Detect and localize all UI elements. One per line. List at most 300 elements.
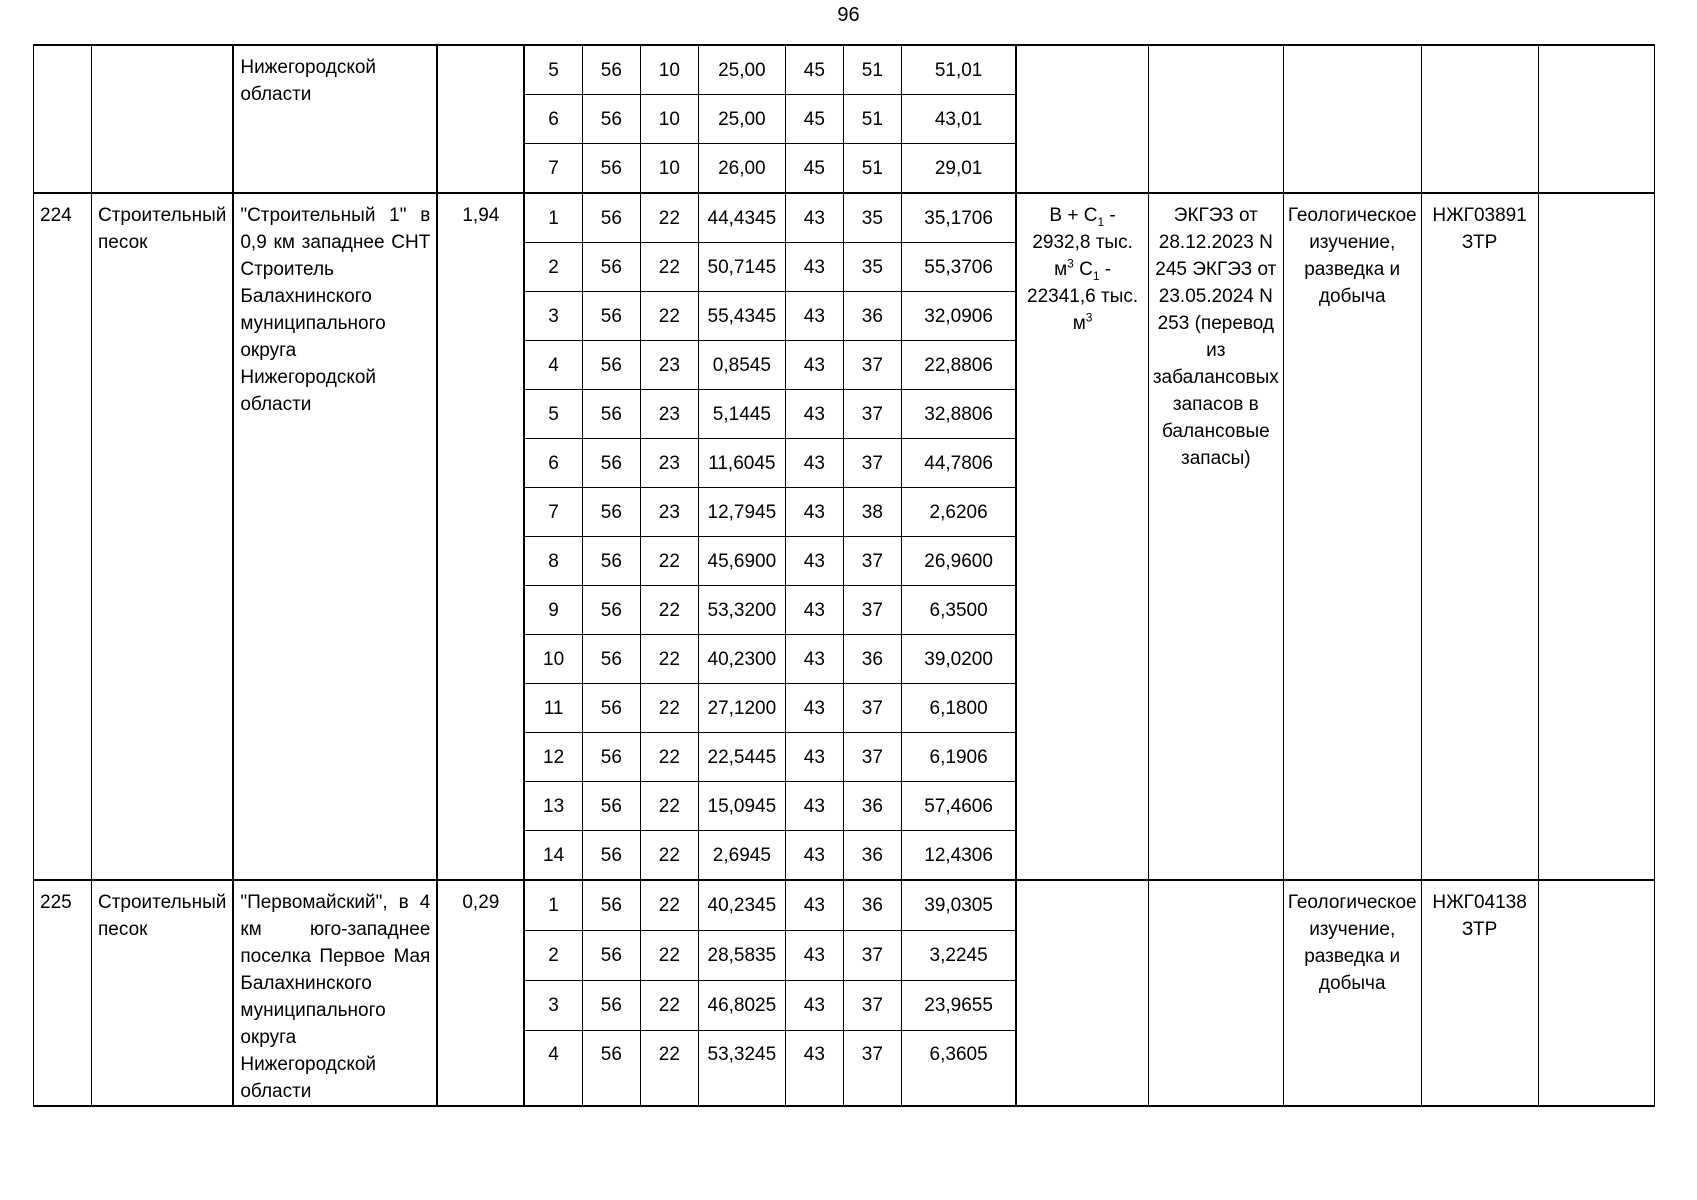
table-row — [34, 45, 1655, 95]
protocol-text — [1149, 881, 1283, 889]
coord-lon-d — [785, 1031, 843, 1106]
note — [1538, 45, 1654, 193]
protocol — [1148, 880, 1283, 1106]
coord-n — [524, 831, 582, 881]
deposit-name — [233, 880, 437, 1106]
coord-lon-d — [785, 488, 843, 537]
coord-lon-d-text: 43 — [803, 697, 825, 719]
coord-lat-d-text: 56 — [600, 895, 622, 917]
coord-lat-m-text: 22 — [658, 648, 680, 670]
coord-lat-s-text: 25,00 — [718, 108, 766, 130]
table-body — [34, 45, 1655, 1106]
row-id — [34, 45, 92, 193]
protocol-text: ЭКГЭЗ от 28.12.2023 N 245 ЭКГЭЗ от 23.05.2024 N 253 (перевод из забалансовых запасов в балансовые запасы) — [1152, 205, 1279, 469]
coord-lon-d-text: 43 — [803, 945, 825, 967]
coord-lon-m — [843, 243, 901, 292]
coord-lon-d — [785, 243, 843, 292]
reserves-part: 1 — [1092, 268, 1100, 283]
coord-lat-d-text: 56 — [600, 945, 622, 967]
coord-lat-m-text: 10 — [658, 59, 680, 81]
purpose — [1283, 880, 1421, 1106]
coord-lat-d — [582, 390, 640, 439]
reserves-part: 3 — [1085, 310, 1093, 325]
table-row — [34, 880, 1655, 931]
coord-n — [524, 144, 582, 194]
coord-lon-m — [843, 684, 901, 733]
coord-lon-d-text: 43 — [803, 256, 825, 278]
coord-lat-d — [582, 144, 640, 194]
coord-lat-m — [640, 880, 698, 931]
mineral — [92, 193, 234, 880]
coord-lat-m — [640, 981, 698, 1031]
coord-lon-m-text: 36 — [861, 305, 883, 327]
coord-lon-m — [843, 831, 901, 881]
coord-lat-m-text: 22 — [658, 1044, 680, 1066]
coord-lat-m-text: 22 — [658, 256, 680, 278]
coord-lon-s — [901, 880, 1016, 931]
coord-lat-m — [640, 782, 698, 831]
coord-lon-m-text: 36 — [861, 844, 883, 866]
coord-lon-s — [901, 292, 1016, 341]
coord-lat-d — [582, 782, 640, 831]
coord-lat-m-text: 22 — [658, 895, 680, 917]
purpose — [1283, 193, 1421, 880]
coord-lon-m — [843, 341, 901, 390]
coord-lon-d-text: 45 — [803, 157, 825, 179]
coord-lat-s-text: 11,6045 — [708, 452, 776, 474]
row-id-text: 225 — [40, 892, 72, 913]
coord-lon-d-text: 43 — [803, 895, 825, 917]
coord-lat-m-text: 23 — [658, 403, 680, 425]
reserves-part: 1 — [1097, 214, 1105, 229]
coord-n — [524, 537, 582, 586]
coord-lat-s — [698, 45, 785, 95]
coord-lat-d — [582, 931, 640, 981]
coord-lat-m-text: 22 — [658, 945, 680, 967]
coord-lat-m-text: 22 — [658, 697, 680, 719]
coord-n — [524, 292, 582, 341]
coord-lat-s-text: 22,5445 — [707, 746, 777, 768]
coord-n-text: 5 — [548, 403, 559, 425]
coord-n — [524, 390, 582, 439]
coord-n-text: 13 — [543, 795, 565, 817]
coord-lat-s — [698, 981, 785, 1031]
coord-lat-s — [698, 831, 785, 881]
coord-lat-m-text: 22 — [658, 550, 680, 572]
coord-n — [524, 341, 582, 390]
coord-lon-d — [785, 144, 843, 194]
coord-lon-s — [901, 243, 1016, 292]
coord-lon-s — [901, 1031, 1016, 1106]
reserves-part: B + C — [1049, 205, 1098, 226]
coord-lat-s-text: 53,3200 — [707, 599, 777, 621]
coord-lat-s — [698, 341, 785, 390]
coord-lon-d — [785, 439, 843, 488]
coord-lat-m — [640, 439, 698, 488]
coord-lon-s-text: 26,9600 — [924, 550, 993, 572]
coord-lon-s — [901, 831, 1016, 881]
coord-lat-d-text: 56 — [600, 1044, 622, 1066]
coord-lat-d — [582, 341, 640, 390]
reserves-part: 3 — [1067, 256, 1074, 271]
coord-lon-d — [785, 733, 843, 782]
coord-lon-s-text: 39,0305 — [924, 895, 993, 917]
license — [1421, 880, 1538, 1106]
coord-lat-s — [698, 635, 785, 684]
coord-lat-d — [582, 586, 640, 635]
protocol — [1148, 193, 1283, 880]
mineral-text: Строительный песок — [98, 892, 227, 940]
coord-lon-s — [901, 782, 1016, 831]
coord-lat-s — [698, 1031, 785, 1106]
coord-lat-d — [582, 831, 640, 881]
coord-n-text: 7 — [548, 157, 559, 179]
coord-lat-s-text: 28,5835 — [707, 945, 777, 967]
coord-lat-s-text: 15,0945 — [707, 795, 777, 817]
coord-lon-s-text: 51,01 — [934, 59, 983, 81]
coord-lat-s — [698, 880, 785, 931]
coord-lat-d-text: 56 — [600, 305, 622, 327]
coord-lat-m — [640, 586, 698, 635]
coord-lon-m — [843, 144, 901, 194]
coord-n — [524, 95, 582, 144]
coord-lon-d — [785, 635, 843, 684]
coord-lat-d-text: 56 — [600, 697, 622, 719]
coord-lat-d-text: 56 — [600, 452, 622, 474]
coord-lat-s — [698, 782, 785, 831]
coord-lat-d — [582, 95, 640, 144]
deposit-name-text: "Первомайский", в 4 км юго-западнее поселка Первое Мая Балахнинского муниципального округа Нижегородской области — [240, 892, 431, 1102]
coord-lat-s-text: 25,00 — [718, 59, 766, 81]
coord-lat-d — [582, 684, 640, 733]
reserves-part: - 22341,6 тыс. м — [1027, 259, 1139, 334]
coord-lat-d-text: 56 — [600, 59, 622, 81]
coord-lon-m-text: 37 — [861, 1044, 883, 1066]
coord-lon-d-text: 43 — [803, 746, 825, 768]
coord-lat-m-text: 22 — [658, 795, 680, 817]
coord-n-text: 11 — [543, 697, 564, 719]
coord-lat-s-text: 0,8545 — [712, 354, 771, 376]
coord-lon-s-text: 57,4606 — [924, 795, 993, 817]
coord-lon-d-text: 43 — [803, 844, 825, 866]
coord-lat-d-text: 56 — [600, 256, 622, 278]
coord-lon-s-text: 29,01 — [934, 157, 983, 179]
coord-lat-s-text: 44,4345 — [707, 207, 777, 229]
coord-lat-s — [698, 193, 785, 243]
coord-lon-s-text: 44,7806 — [924, 452, 993, 474]
coord-lon-m-text: 38 — [861, 501, 883, 523]
coord-n-text: 2 — [548, 945, 559, 967]
coord-n — [524, 684, 582, 733]
area-text: 1,94 — [462, 205, 500, 226]
coord-lon-m — [843, 292, 901, 341]
coord-lon-m — [843, 95, 901, 144]
coord-lat-m — [640, 193, 698, 243]
coord-lat-d-text: 56 — [600, 108, 622, 130]
coord-lat-d — [582, 243, 640, 292]
coord-lat-d-text: 56 — [600, 403, 622, 425]
coord-lat-s — [698, 684, 785, 733]
coord-lat-d — [582, 439, 640, 488]
coord-lat-d-text: 56 — [600, 501, 622, 523]
coord-lon-m-text: 37 — [861, 452, 883, 474]
coord-lon-d-text: 43 — [803, 550, 825, 572]
coord-lon-m-text: 35 — [861, 256, 883, 278]
row-id — [34, 193, 92, 880]
coord-lat-m — [640, 144, 698, 194]
coord-lon-d-text: 43 — [803, 648, 825, 670]
coord-lon-d — [785, 782, 843, 831]
coord-lon-s — [901, 931, 1016, 981]
coord-lon-m-text: 37 — [861, 550, 883, 572]
coord-lat-d — [582, 537, 640, 586]
coord-n-text: 10 — [543, 648, 565, 670]
coord-lat-m — [640, 488, 698, 537]
purpose-text: Геологическое изучение, разведка и добыча — [1287, 892, 1417, 994]
area — [437, 880, 524, 1106]
coord-lon-d-text: 43 — [803, 599, 825, 621]
coord-lon-d — [785, 586, 843, 635]
reserves-part: - 2932,8 тыс. м — [1032, 205, 1133, 280]
coord-n — [524, 880, 582, 931]
coord-lat-s — [698, 931, 785, 981]
coord-lat-m-text: 22 — [658, 844, 680, 866]
reserves-text — [1017, 194, 1148, 337]
coord-lat-m — [640, 341, 698, 390]
coord-lon-m — [843, 45, 901, 95]
coord-lat-d — [582, 45, 640, 95]
coord-lat-s — [698, 488, 785, 537]
coord-lat-d — [582, 880, 640, 931]
coord-lat-d — [582, 1031, 640, 1106]
coord-n-text: 8 — [548, 550, 559, 572]
mineral-text: Строительный песок — [98, 205, 227, 253]
coord-lon-d-text: 45 — [803, 108, 825, 130]
coord-n — [524, 1031, 582, 1106]
coord-n-text: 5 — [548, 59, 559, 81]
row-id-text: 224 — [40, 205, 72, 226]
deposit-name — [233, 193, 437, 880]
note-text — [1539, 194, 1654, 202]
coord-n-text: 14 — [543, 844, 565, 866]
coord-lon-d-text: 43 — [803, 207, 825, 229]
license-text: НЖГ04138 ЗТР — [1432, 892, 1527, 940]
coord-lon-s — [901, 586, 1016, 635]
coord-lon-s — [901, 439, 1016, 488]
mineral — [92, 45, 234, 193]
coord-n — [524, 981, 582, 1031]
coord-lon-m — [843, 439, 901, 488]
coord-lat-m — [640, 95, 698, 144]
protocol — [1148, 45, 1283, 193]
coord-lon-s-text: 43,01 — [934, 108, 983, 130]
coord-lon-m-text: 36 — [861, 895, 883, 917]
coord-lon-s — [901, 45, 1016, 95]
coord-lon-d — [785, 880, 843, 931]
reserves — [1016, 45, 1148, 193]
coord-lat-d-text: 56 — [600, 648, 622, 670]
reserves — [1016, 880, 1148, 1106]
coord-lat-m — [640, 684, 698, 733]
coord-lon-d — [785, 831, 843, 881]
coord-lat-m — [640, 390, 698, 439]
coord-lon-s-text: 6,3605 — [929, 1044, 988, 1066]
coord-lon-d-text: 43 — [803, 452, 825, 474]
coord-n-text: 1 — [548, 207, 559, 229]
coord-lon-s — [901, 488, 1016, 537]
coord-n-text: 3 — [548, 305, 559, 327]
coord-lon-d — [785, 292, 843, 341]
coord-n-text: 6 — [548, 108, 559, 130]
coord-n — [524, 586, 582, 635]
coord-n-text: 4 — [548, 1044, 559, 1066]
coord-lon-s — [901, 733, 1016, 782]
note — [1538, 193, 1654, 880]
coord-lon-d — [785, 981, 843, 1031]
coord-n — [524, 193, 582, 243]
coord-lon-m — [843, 537, 901, 586]
coord-lon-s-text: 3,2245 — [929, 945, 988, 967]
coord-lat-d-text: 56 — [600, 157, 622, 179]
coord-lat-s — [698, 144, 785, 194]
license-text: НЖГ03891 ЗТР — [1432, 205, 1527, 253]
coord-lon-d-text: 43 — [803, 795, 825, 817]
coord-lat-s-text: 26,00 — [718, 157, 766, 179]
coord-lon-s — [901, 144, 1016, 194]
coord-lat-m — [640, 1031, 698, 1106]
coord-lon-d-text: 43 — [803, 1044, 825, 1066]
coord-lat-s-text: 55,4345 — [707, 305, 777, 327]
coord-lat-s-text: 40,2300 — [707, 648, 777, 670]
coord-lon-s-text: 35,1706 — [924, 207, 993, 229]
coord-lat-d — [582, 488, 640, 537]
coord-lon-d — [785, 537, 843, 586]
coord-lat-d — [582, 292, 640, 341]
mineral — [92, 880, 234, 1106]
coord-lat-s-text: 27,1200 — [707, 697, 777, 719]
coord-n — [524, 488, 582, 537]
coord-lon-m — [843, 733, 901, 782]
coord-lon-s-text: 55,3706 — [924, 256, 993, 278]
coord-lon-d — [785, 931, 843, 981]
coord-lon-d — [785, 45, 843, 95]
coord-lon-s-text: 32,8806 — [924, 403, 993, 425]
coord-lat-s-text: 50,7145 — [707, 256, 777, 278]
coord-lon-m-text: 37 — [861, 995, 883, 1017]
coord-lon-m — [843, 880, 901, 931]
coord-lon-m — [843, 1031, 901, 1106]
coord-lon-s — [901, 95, 1016, 144]
coord-lat-s-text: 5,1445 — [712, 403, 771, 425]
coord-lat-s — [698, 390, 785, 439]
coord-lon-d-text: 45 — [803, 59, 825, 81]
coord-lat-m-text: 23 — [658, 354, 680, 376]
coord-n-text: 2 — [548, 256, 559, 278]
coord-lon-m-text: 35 — [861, 207, 883, 229]
coord-lon-m — [843, 981, 901, 1031]
coord-lon-m — [843, 488, 901, 537]
coord-n — [524, 782, 582, 831]
coord-n-text: 3 — [548, 995, 559, 1017]
coord-n — [524, 931, 582, 981]
coord-lon-m — [843, 193, 901, 243]
deposit-name-text: Нижегородской области — [240, 57, 377, 105]
coord-n — [524, 243, 582, 292]
table-row — [34, 193, 1655, 243]
coord-lon-d-text: 43 — [803, 501, 825, 523]
coord-lat-d-text: 56 — [600, 746, 622, 768]
coord-lat-m — [640, 537, 698, 586]
coord-lon-m-text: 51 — [861, 59, 883, 81]
coord-lat-m-text: 22 — [658, 305, 680, 327]
coord-lon-m — [843, 782, 901, 831]
coord-lon-m-text: 36 — [861, 648, 883, 670]
coord-n-text: 9 — [548, 599, 559, 621]
coord-lat-m — [640, 831, 698, 881]
page-number: 96 — [837, 4, 860, 26]
coord-lat-d-text: 56 — [600, 795, 622, 817]
coord-lat-m-text: 22 — [658, 599, 680, 621]
coord-lat-m — [640, 45, 698, 95]
coord-lat-m-text: 22 — [658, 207, 680, 229]
coord-lat-s — [698, 439, 785, 488]
coord-lon-m-text: 51 — [861, 157, 883, 179]
note — [1538, 880, 1654, 1106]
reserves-part: C — [1073, 259, 1093, 280]
coord-lat-m — [640, 243, 698, 292]
coord-lon-m-text: 37 — [861, 746, 883, 768]
coord-lon-s — [901, 341, 1016, 390]
coord-lat-m — [640, 292, 698, 341]
coord-lat-m — [640, 635, 698, 684]
coord-lat-s-text: 45,6900 — [707, 550, 777, 572]
area — [437, 45, 524, 193]
coord-lat-d — [582, 635, 640, 684]
license — [1421, 45, 1538, 193]
coord-lon-m-text: 51 — [861, 108, 883, 130]
coord-n-text: 4 — [548, 354, 559, 376]
coord-lat-m — [640, 733, 698, 782]
coord-lon-d — [785, 341, 843, 390]
coord-lat-s-text: 40,2345 — [707, 895, 777, 917]
coord-lon-s-text: 32,0906 — [924, 305, 993, 327]
coord-lon-m-text: 36 — [861, 795, 883, 817]
coord-lon-m-text: 37 — [861, 945, 883, 967]
coord-lon-m — [843, 586, 901, 635]
coord-lon-s — [901, 537, 1016, 586]
coord-lon-s-text: 23,9655 — [924, 995, 993, 1017]
registry-table — [33, 44, 1655, 1107]
area — [437, 193, 524, 880]
coord-lon-m — [843, 931, 901, 981]
reserves — [1016, 193, 1148, 880]
coord-lon-d — [785, 193, 843, 243]
coord-lat-d-text: 56 — [600, 207, 622, 229]
coord-lat-s — [698, 95, 785, 144]
coord-lat-m-text: 10 — [658, 157, 680, 179]
purpose-text: Геологическое изучение, разведка и добыча — [1287, 205, 1417, 307]
coord-lat-m-text: 23 — [658, 452, 680, 474]
coord-lon-m-text: 37 — [861, 697, 883, 719]
coord-lon-d-text: 43 — [803, 354, 825, 376]
coord-lat-m-text: 22 — [658, 995, 680, 1017]
coord-n — [524, 635, 582, 684]
coord-n — [524, 45, 582, 95]
coord-n-text: 1 — [548, 895, 559, 917]
coord-lon-d — [785, 95, 843, 144]
coord-n-text: 6 — [548, 452, 559, 474]
coord-lat-d — [582, 733, 640, 782]
